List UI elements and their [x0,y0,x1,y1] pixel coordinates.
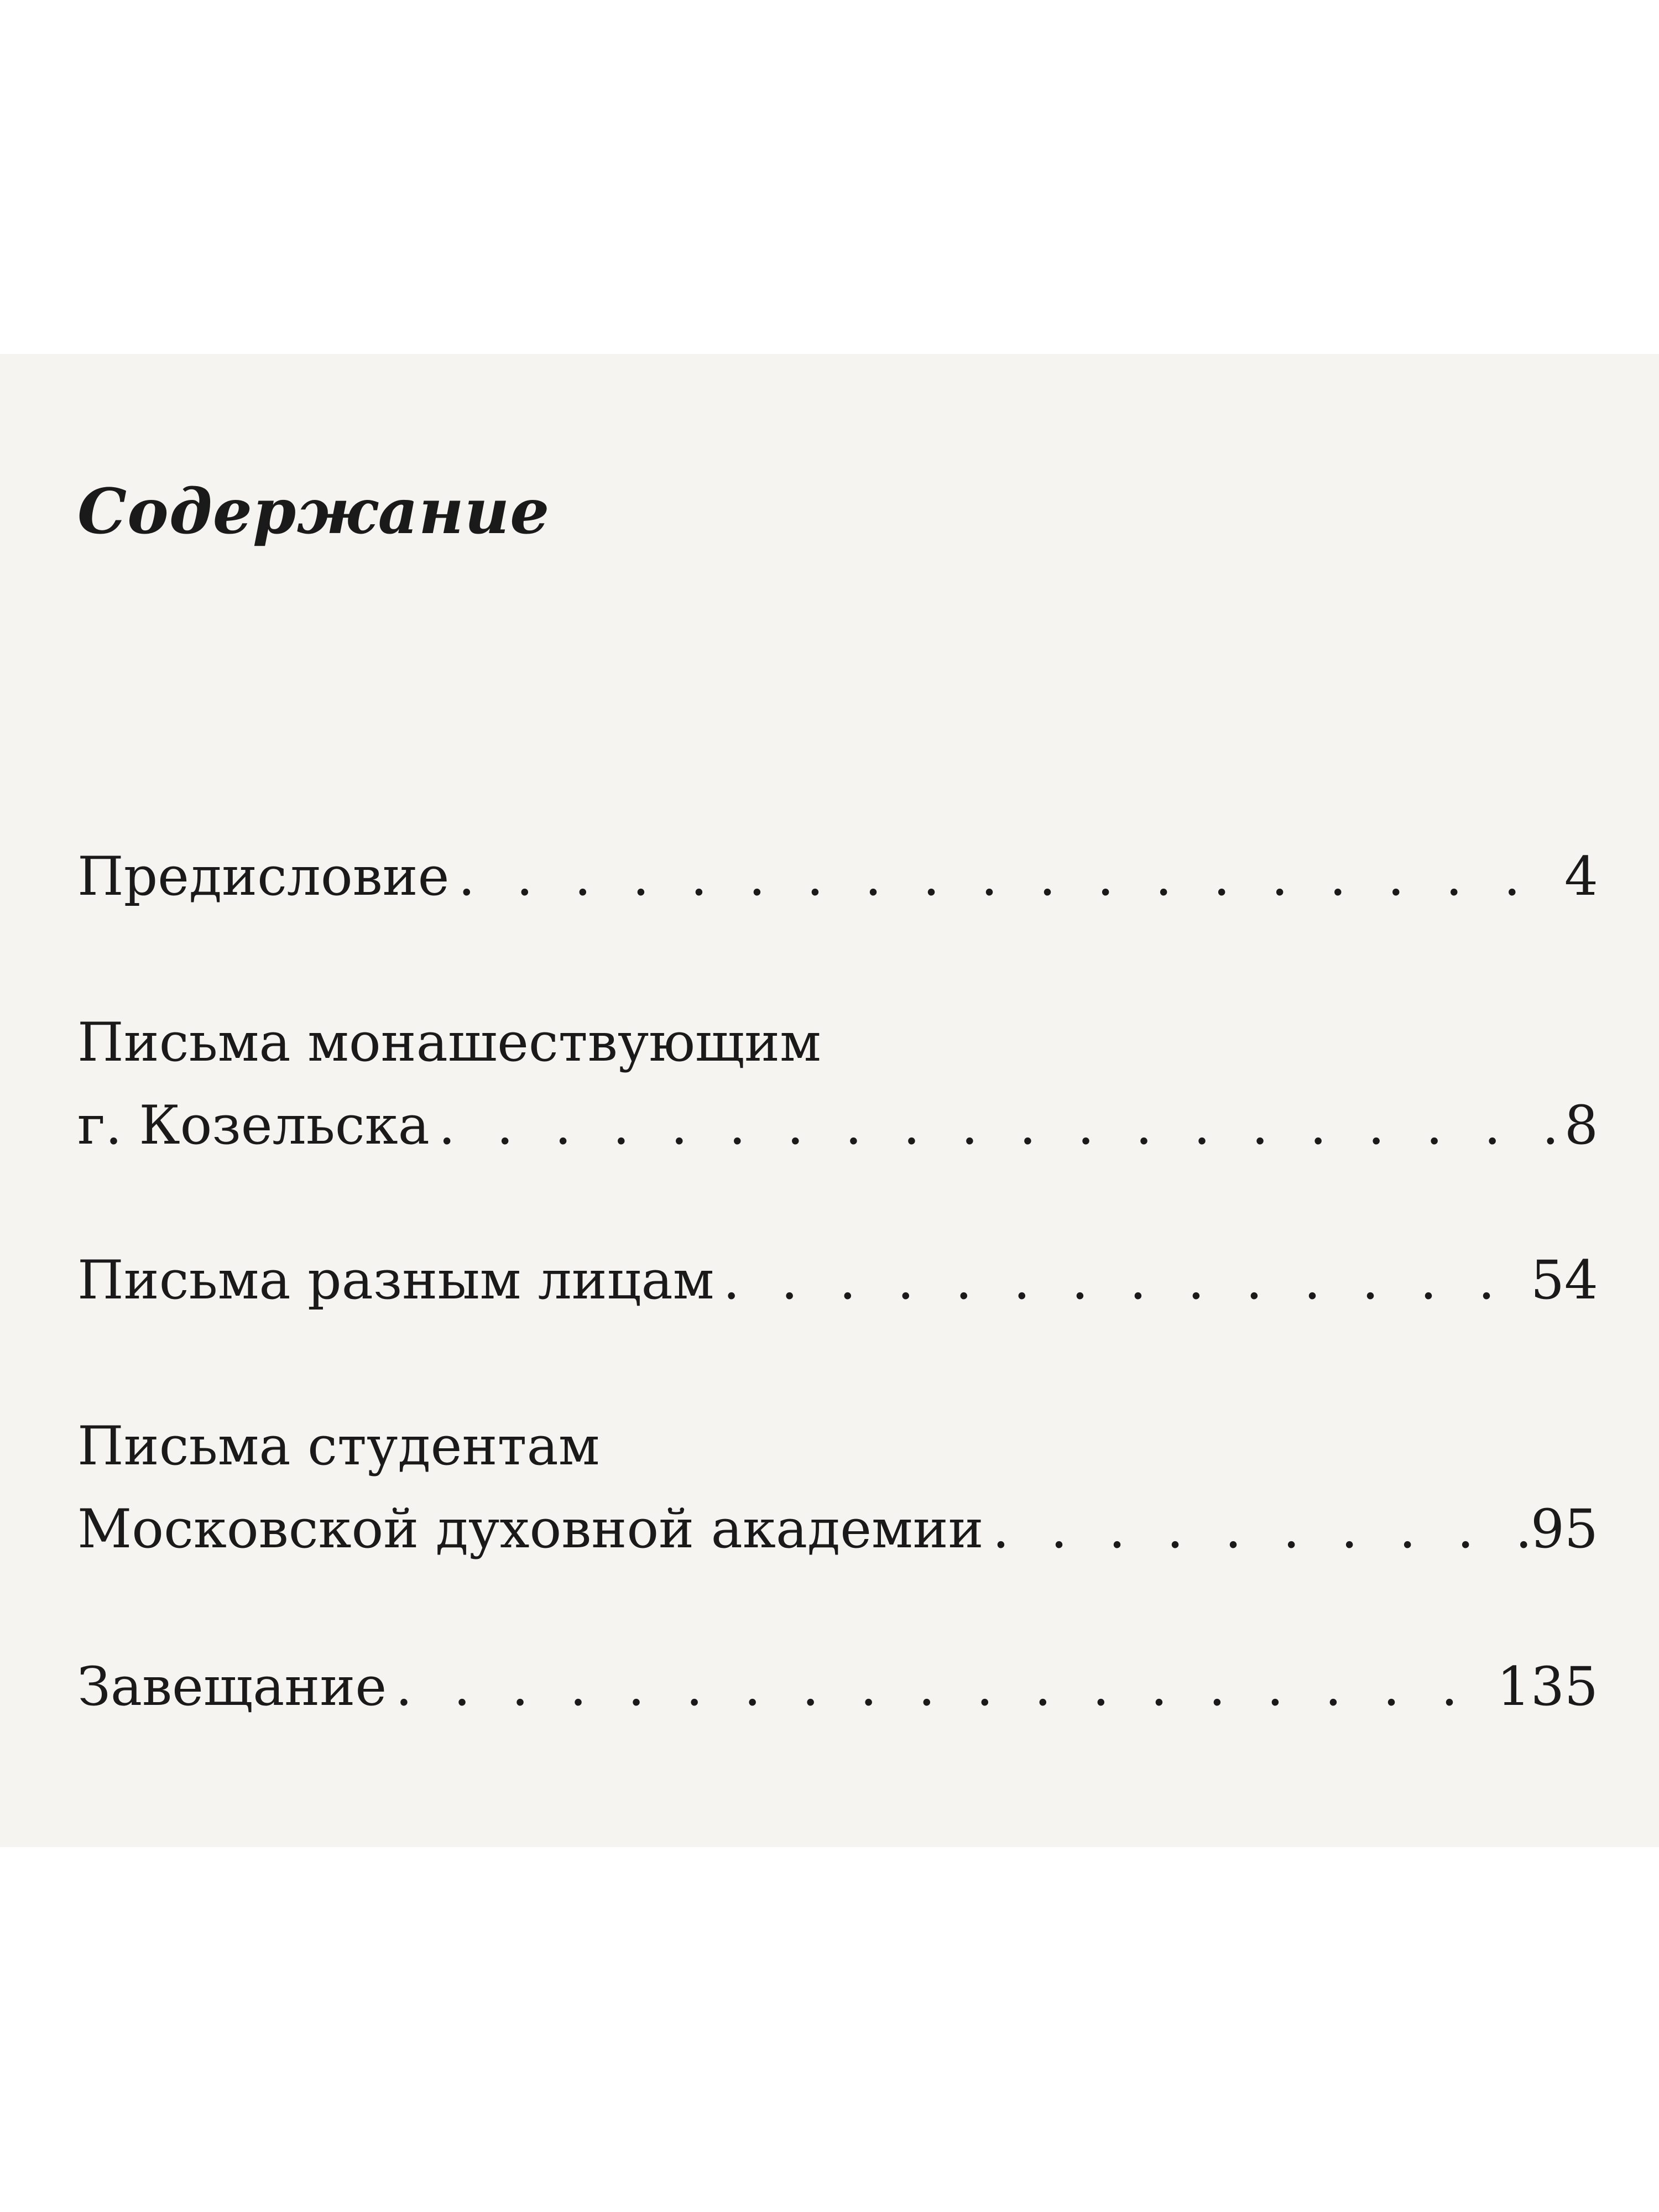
toc-heading: Содержание [77,476,550,548]
toc-entry-letters-monastics [77,1001,1598,1167]
toc-page-number: 135 [1496,1656,1598,1718]
toc-page-number: 8 [1564,1094,1598,1156]
toc-entry-title: Завещание [77,1656,387,1718]
toc-entry-letters-various [77,1239,1598,1322]
toc-entry-testament [77,1645,1598,1728]
toc-entry-line [77,1084,1598,1167]
toc-entry-title-continued: Московской духовной академии [77,1498,984,1560]
toc-entry-title: Письма студентам [77,1415,600,1477]
toc-entry-line [77,1645,1598,1728]
toc-entry-line [77,1001,1598,1084]
dot-leader [430,1084,1564,1167]
toc-entry-line [77,1239,1598,1322]
toc-entry-letters-students [77,1405,1598,1571]
toc-entry-line [77,835,1598,918]
toc-page-number: 54 [1530,1249,1598,1311]
toc-entry-title: Письма разным лицам [77,1249,714,1311]
toc-entry-preface [77,835,1598,918]
toc-page-number: 95 [1530,1498,1598,1560]
dot-leader [387,1645,1497,1728]
dot-leader [984,1488,1531,1571]
toc-entry-title-continued: г. Козельска [77,1094,430,1156]
toc-entry-line [77,1405,1598,1488]
toc-entry-title: Предисловие [77,846,450,907]
toc-entry-title: Письма монашествующим [77,1011,821,1073]
toc-page-number: 4 [1564,846,1598,907]
dot-leader [449,835,1564,918]
toc-entry-line [77,1488,1598,1571]
dot-leader [714,1239,1530,1322]
